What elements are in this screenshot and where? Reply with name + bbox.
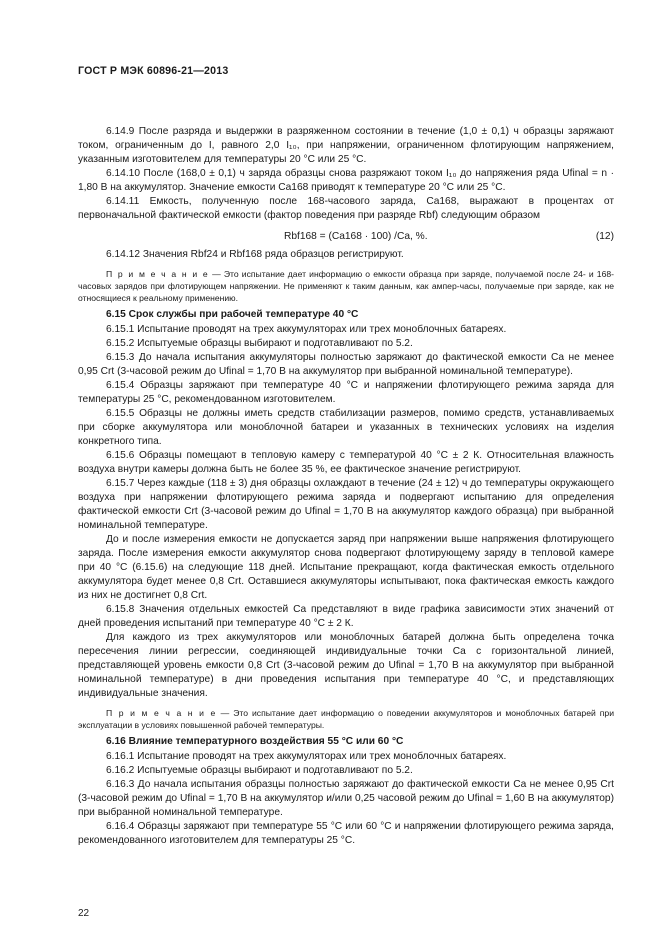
clause-6-15-7-continued: До и после измерения емкости не допускается заряд при напряжении выше напряжения флотирующего заряда. После измерения емкости аккумулятор снова подвергают флотирующему заряду в тепловой камере при 40 °С (6.15.6) на следующие 118 дней. Испытание прекращают, когда фактическая емкость отдельного аккумулятора будет менее 0,8 Crt. Оставшиеся аккумуляторы испытывают, пока фактическая емкость каждого из них не достигнет 0,8 Crt.	[78, 534, 614, 601]
section-6-15-heading: 6.15 Срок службы при рабочей температуре 40 °С	[106, 309, 359, 320]
clause-6-15-1: 6.15.1 Испытание проводят на трех аккумуляторах или трех моноблочных батареях.	[106, 324, 507, 335]
clause-6-15-2: 6.15.2 Испытуемые образцы выбирают и подготавливают по 5.2.	[106, 338, 413, 349]
page-number: 22	[78, 908, 90, 919]
clause-6-15-4: 6.15.4 Образцы заряжают при температуре 40 °С и напряжении флотирующего режима заряда для температуры 25 °С, рекомендованном изготовителем.	[78, 380, 614, 405]
clause-6-14-11: 6.14.11 Емкость, полученную после 168-часового заряда, Ca168, выражают в процентах от первоначальной фактической емкости (фактор поведения при разряде Rbf) следующим образом	[78, 196, 614, 221]
clause-6-14-10: 6.14.10 После (168,0 ± 0,1) ч заряда образцы снова разряжают током I₁₀ до напряжения ряда Ufinal = n · 1,80 В на аккумулятор. Значение емкости Ca168 приводят к температуре 20 °С или 25 °С.	[78, 168, 614, 193]
clause-6-15-8: 6.15.8 Значения отдельных емкостей Ca представляют в виде графика зависимости этих значений от дней проведения испытаний при температуре 40 °С ± 2 К.	[78, 604, 614, 629]
formula-number: (12)	[595, 231, 614, 242]
clause-6-16-1: 6.16.1 Испытание проводят на трех аккумуляторах или трех моноблочных батареях.	[106, 751, 507, 762]
standard-header: ГОСТ Р МЭК 60896-21—2013	[78, 65, 229, 77]
note-2	[78, 707, 614, 731]
clause-6-14-9: 6.14.9 После разряда и выдержки в разряженном состоянии в течение (1,0 ± 0,1) ч образцы заряжают током, ограниченным до I, равного 2,0 I₁₀, при напряжении, ограниченном флотирующим напряжением, указанным изготовителем для температуры 20 °С или 25 °С.	[78, 126, 614, 165]
clause-6-16-4: 6.16.4 Образцы заряжают при температуре 55 °С или 60 °С и напряжении флотирующего режима заряда, рекомендованного изготовителем для температуры 25 °С.	[78, 821, 614, 846]
section-6-16-heading: 6.16 Влияние температурного воздействия 55 °С или 60 °С	[106, 736, 404, 747]
clause-6-15-5: 6.15.5 Образцы не должны иметь средств стабилизации размеров, помимо средств, устанавливаемых при сборке аккумулятора или моноблочной батареи и указанных в технических условиях на изделия конкретного типа.	[78, 408, 614, 447]
formula-12	[78, 226, 614, 248]
clause-6-15-6: 6.15.6 Образцы помещают в тепловую камеру с температурой 40 °С ± 2 К. Относительная влажность воздуха внутри камеры должна быть не более 35 %, ее фактическое значение регистрируют.	[78, 450, 614, 475]
clause-6-15-8-continued: Для каждого из трех аккумуляторов или моноблочных батарей должна быть определена точка пересечения линии регрессии, соединяющей индивидуальные точки Ca с горизонтальной линией, представляющей уровень емкости 0,8 Crt (3-часовой режим до Ufinal = 1,70 В на аккумулятор при выбранной номинальной температуре) в дни проведения испытания при температуре 40 °С, и представляющих индивидуальные значения.	[78, 632, 614, 699]
clause-6-15-7: 6.15.7 Через каждые (118 ± 3) дня образцы охлаждают в течение (24 ± 12) ч до температуры окружающего воздуха при напряжении флотирующего режима заряда и подвергают испытанию для определения фактической емкости Crt (3-часовой режим до Ufinal = 1,70 В на аккумулятор каждого образца) при выбранной номинальной температуре.	[78, 478, 614, 531]
note-label: П р и м е ч а н и е	[106, 708, 217, 718]
clause-6-16-2: 6.16.2 Испытуемые образцы выбирают и подготавливают по 5.2.	[106, 765, 413, 776]
clause-6-14-12: 6.14.12 Значения Rbf24 и Rbf168 ряда образцов регистрируют.	[106, 249, 404, 260]
note-label: П р и м е ч а н и е	[106, 269, 209, 279]
clause-6-15-3: 6.15.3 До начала испытания аккумуляторы полностью заряжают до фактической емкости Ca не менее 0,95 Crt (3-часовой режим до Ufinal = 1,70 В на аккумулятор при выбранной номинальной температуре).	[78, 352, 614, 377]
note-text: — Это испытание дает информацию о емкости образца при заряде, получаемой после 24- и 168-часовых зарядов при флотирующем напряжении. Не применяют к таким данным, как ампер-часы, получаемые при заряде, как не относящиеся к реальному применению.	[78, 269, 614, 303]
note-1	[78, 268, 614, 304]
document-body	[78, 125, 614, 848]
formula-expression: Rbf168 = (Ca168 · 100) /Ca, %.	[284, 231, 428, 242]
note-text: — Это испытание дает информацию о поведении аккумуляторов и моноблочных батарей при эксплуатации в условиях повышенной рабочей температуры.	[78, 708, 614, 730]
clause-6-16-3: 6.16.3 До начала испытания образцы полностью заряжают до фактической емкости Ca не менее 0,95 Crt (3-часовой режим до Ufinal = 1,70 В на аккумулятор и/или 0,25 часовой режим до Ufinal = 1,60 В на аккумулятор) при выбранной номинальной температуре.	[78, 779, 614, 818]
